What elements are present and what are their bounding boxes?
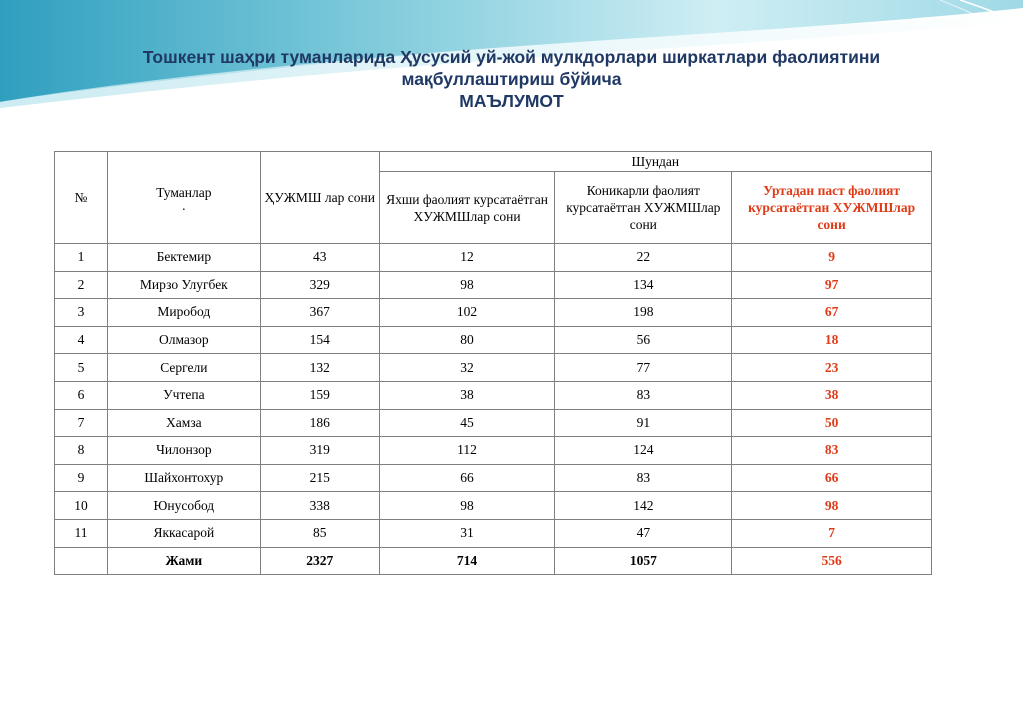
cell-empty bbox=[55, 547, 108, 575]
cell-good: 45 bbox=[379, 409, 555, 437]
cell-num: 6 bbox=[55, 381, 108, 409]
cell-below: 83 bbox=[732, 437, 932, 465]
cell-below: 9 bbox=[732, 244, 932, 272]
cell-satisfactory: 198 bbox=[555, 299, 732, 327]
total-cell-below: 556 bbox=[732, 547, 932, 575]
statistics-table bbox=[54, 151, 932, 575]
cell-district: Яккасарой bbox=[107, 519, 260, 547]
table-row bbox=[55, 271, 932, 299]
cell-below: 18 bbox=[732, 326, 932, 354]
cell-good: 38 bbox=[379, 381, 555, 409]
cell-district: Бектемир bbox=[107, 244, 260, 272]
total-cell-good: 714 bbox=[379, 547, 555, 575]
cell-district: Олмазор bbox=[107, 326, 260, 354]
cell-below: 98 bbox=[732, 492, 932, 520]
cell-satisfactory: 47 bbox=[555, 519, 732, 547]
table-row bbox=[55, 492, 932, 520]
cell-num: 2 bbox=[55, 271, 108, 299]
header-satisfactory: Коникарли фаолият курсатаётган ХУЖМШлар сони bbox=[555, 172, 732, 244]
cell-below: 66 bbox=[732, 464, 932, 492]
cell-below: 7 bbox=[732, 519, 932, 547]
title-line-3: МАЪЛУМОТ bbox=[459, 91, 564, 111]
cell-good: 66 bbox=[379, 464, 555, 492]
cell-satisfactory: 83 bbox=[555, 464, 732, 492]
cell-total: 159 bbox=[260, 381, 379, 409]
cell-satisfactory: 22 bbox=[555, 244, 732, 272]
cell-total: 154 bbox=[260, 326, 379, 354]
page-title bbox=[0, 46, 1023, 112]
cell-total: 85 bbox=[260, 519, 379, 547]
cell-district: Сергели bbox=[107, 354, 260, 382]
cell-district: Миробод bbox=[107, 299, 260, 327]
total-cell-satisfactory: 1057 bbox=[555, 547, 732, 575]
header-good: Яхши фаолият курсатаётган ХУЖМШлар сони bbox=[379, 172, 555, 244]
cell-num: 1 bbox=[55, 244, 108, 272]
cell-total: 132 bbox=[260, 354, 379, 382]
header-total: ҲУЖМШ лар сони bbox=[260, 152, 379, 244]
table-row bbox=[55, 437, 932, 465]
cell-district: Учтепа bbox=[107, 381, 260, 409]
cell-good: 98 bbox=[379, 492, 555, 520]
table-row bbox=[55, 519, 932, 547]
header-number: № bbox=[55, 152, 108, 244]
totals-row bbox=[55, 547, 932, 575]
cell-total: 367 bbox=[260, 299, 379, 327]
cell-num: 7 bbox=[55, 409, 108, 437]
cell-good: 32 bbox=[379, 354, 555, 382]
cell-good: 102 bbox=[379, 299, 555, 327]
table-row bbox=[55, 326, 932, 354]
title-line-1: Тошкент шаҳри туманларида Ҳусусий уй-жой мулкдорлари ширкатлари фаолиятини bbox=[142, 47, 881, 67]
table-row bbox=[55, 464, 932, 492]
cell-total: 186 bbox=[260, 409, 379, 437]
title-line-2: мақбуллаштириш бўйича bbox=[401, 69, 622, 89]
cell-num: 10 bbox=[55, 492, 108, 520]
cell-district: Шайхонтохур bbox=[107, 464, 260, 492]
cell-good: 12 bbox=[379, 244, 555, 272]
cell-satisfactory: 77 bbox=[555, 354, 732, 382]
table-row bbox=[55, 409, 932, 437]
total-cell-total: 2327 bbox=[260, 547, 379, 575]
cell-satisfactory: 56 bbox=[555, 326, 732, 354]
header-district-dot: . bbox=[182, 197, 186, 213]
cell-district: Чилонзор bbox=[107, 437, 260, 465]
cell-satisfactory: 142 bbox=[555, 492, 732, 520]
cell-below: 50 bbox=[732, 409, 932, 437]
cell-below: 97 bbox=[732, 271, 932, 299]
table-row bbox=[55, 354, 932, 382]
header-below-average: Уртадан паст фаолият курсатаётган ХУЖМШлар сони bbox=[732, 172, 932, 244]
cell-below: 23 bbox=[732, 354, 932, 382]
table-body bbox=[55, 244, 932, 575]
cell-good: 31 bbox=[379, 519, 555, 547]
cell-total: 215 bbox=[260, 464, 379, 492]
cell-good: 80 bbox=[379, 326, 555, 354]
header-district-label: Туманлар bbox=[156, 184, 212, 200]
header-group: Шундан bbox=[379, 152, 931, 172]
cell-num: 3 bbox=[55, 299, 108, 327]
table-row bbox=[55, 299, 932, 327]
cell-satisfactory: 83 bbox=[555, 381, 732, 409]
table-row bbox=[55, 244, 932, 272]
cell-good: 98 bbox=[379, 271, 555, 299]
cell-satisfactory: 91 bbox=[555, 409, 732, 437]
cell-num: 4 bbox=[55, 326, 108, 354]
total-cell-label: Жами bbox=[107, 547, 260, 575]
cell-below: 38 bbox=[732, 381, 932, 409]
cell-num: 9 bbox=[55, 464, 108, 492]
cell-satisfactory: 134 bbox=[555, 271, 732, 299]
cell-district: Хамза bbox=[107, 409, 260, 437]
table-row bbox=[55, 381, 932, 409]
cell-district: Юнусобод bbox=[107, 492, 260, 520]
header-district bbox=[107, 152, 260, 244]
cell-total: 329 bbox=[260, 271, 379, 299]
cell-below: 67 bbox=[732, 299, 932, 327]
cell-good: 112 bbox=[379, 437, 555, 465]
cell-district: Мирзо Улугбек bbox=[107, 271, 260, 299]
cell-num: 5 bbox=[55, 354, 108, 382]
cell-total: 319 bbox=[260, 437, 379, 465]
cell-total: 43 bbox=[260, 244, 379, 272]
cell-num: 11 bbox=[55, 519, 108, 547]
cell-satisfactory: 124 bbox=[555, 437, 732, 465]
cell-num: 8 bbox=[55, 437, 108, 465]
cell-total: 338 bbox=[260, 492, 379, 520]
